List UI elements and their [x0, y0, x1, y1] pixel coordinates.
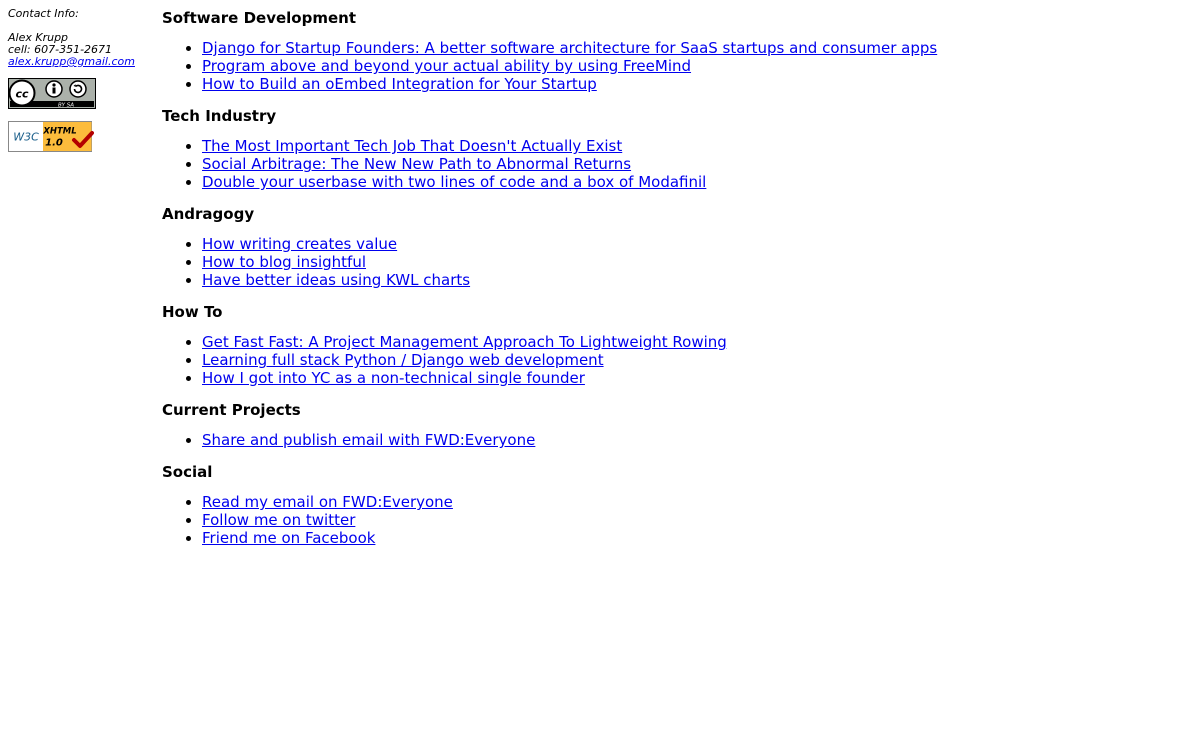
- w3c-xhtml-badge[interactable]: [8, 121, 94, 152]
- w3c-xhtml-valid-icon: [8, 121, 94, 152]
- section-link-list: [162, 137, 1182, 191]
- list-item: [202, 333, 1182, 351]
- contact-email-link[interactable]: alex.krupp@gmail.com: [8, 55, 135, 68]
- article-link[interactable]: How to Build an oEmbed Integration for Your Startup: [202, 75, 597, 93]
- list-item: [202, 271, 1182, 289]
- article-link[interactable]: How I got into YC as a non-technical single founder: [202, 369, 585, 387]
- list-item: [202, 529, 1182, 547]
- section-title: Social: [162, 463, 213, 481]
- creative-commons-by-sa-icon: [8, 78, 96, 109]
- article-link[interactable]: Program above and beyond your actual ability by using FreeMind: [202, 57, 692, 75]
- article-link[interactable]: The Most Important Tech Job That Doesn't Actually Exist: [202, 137, 623, 155]
- section-link-list: [162, 333, 1182, 387]
- list-item: [202, 369, 1182, 387]
- article-link[interactable]: Social Arbitrage: The New New Path to Abnormal Returns: [202, 155, 632, 173]
- list-item: [202, 431, 1182, 449]
- article-link[interactable]: Get Fast Fast: A Project Management Approach To Lightweight Rowing: [202, 333, 727, 351]
- svg-text:cc: cc: [15, 87, 29, 101]
- article-link[interactable]: Friend me on Facebook: [202, 529, 376, 547]
- list-item: [202, 253, 1182, 271]
- section-title: Andragogy: [162, 205, 255, 223]
- article-link[interactable]: Django for Startup Founders: A better software architecture for SaaS startups and consumer apps: [202, 39, 938, 57]
- list-item: [202, 75, 1182, 93]
- section-title: Software Development: [162, 9, 356, 27]
- list-item: [202, 235, 1182, 253]
- svg-text:1.0: 1.0: [45, 137, 63, 149]
- section-link-list: [162, 235, 1182, 289]
- article-link[interactable]: Learning full stack Python / Django web development: [202, 351, 604, 369]
- article-link[interactable]: How writing creates value: [202, 235, 398, 253]
- list-item: [202, 57, 1182, 75]
- list-item: [202, 351, 1182, 369]
- list-item: [202, 137, 1182, 155]
- contact-sidebar: [8, 8, 148, 152]
- article-link[interactable]: Follow me on twitter: [202, 511, 356, 529]
- article-link[interactable]: Double your userbase with two lines of code and a box of Modafinil: [202, 173, 707, 191]
- list-item: [202, 39, 1182, 57]
- contact-heading: Contact Info:: [8, 7, 79, 20]
- section-title: How To: [162, 303, 223, 321]
- contact-cell: cell: 607-351-2671: [8, 43, 113, 56]
- svg-text:W3C: W3C: [13, 130, 39, 144]
- list-item: [202, 173, 1182, 191]
- article-link[interactable]: Have better ideas using KWL charts: [202, 271, 471, 289]
- contact-name: Alex Krupp: [8, 31, 69, 44]
- list-item: [202, 155, 1182, 173]
- article-link[interactable]: How to blog insightful: [202, 253, 366, 271]
- article-link[interactable]: Read my email on FWD:Everyone: [202, 493, 453, 511]
- section-link-list: [162, 39, 1182, 93]
- creative-commons-badge[interactable]: [8, 78, 96, 109]
- list-item: [202, 493, 1182, 511]
- main-content: [162, 8, 1182, 560]
- svg-text:BY SA: BY SA: [57, 102, 75, 109]
- svg-text:XHTML: XHTML: [43, 126, 77, 137]
- article-link[interactable]: Share and publish email with FWD:Everyone: [202, 431, 536, 449]
- section-title: Tech Industry: [162, 107, 277, 125]
- section-title: Current Projects: [162, 401, 301, 419]
- section-link-list: [162, 493, 1182, 547]
- list-item: [202, 511, 1182, 529]
- section-link-list: [162, 431, 1182, 449]
